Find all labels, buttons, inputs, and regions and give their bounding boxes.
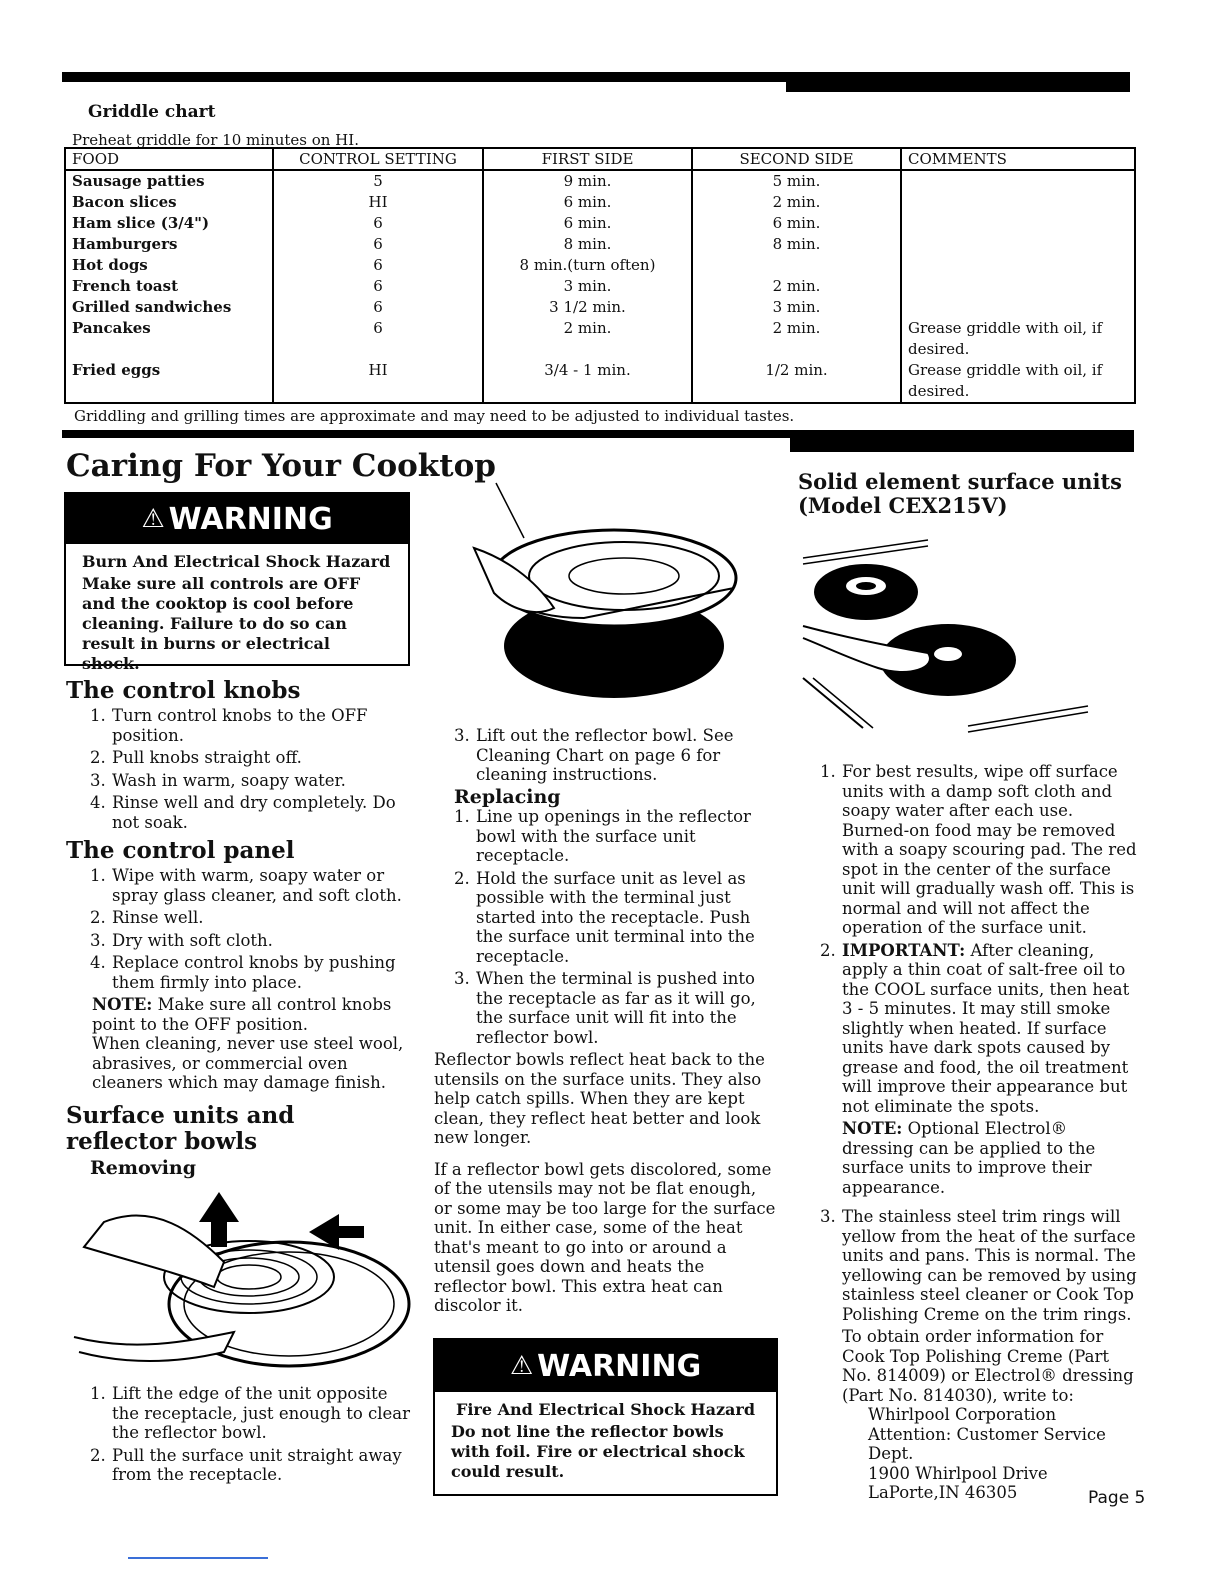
cell-food: Ham slice (3/4") xyxy=(65,213,273,234)
list-item: 2. Rinse well. xyxy=(90,908,204,927)
cell-comment xyxy=(901,192,1135,213)
list-item: 1. Lift the edge of the unit opposite the receptacle, just enough to clear the reflector bowl. xyxy=(90,1384,411,1442)
heading-control-panel: The control panel xyxy=(66,837,295,864)
col-food: FOOD xyxy=(65,148,273,170)
cell-comment xyxy=(901,213,1135,234)
cell-food: Bacon slices xyxy=(65,192,273,213)
col-first: FIRST SIDE xyxy=(483,148,692,170)
warning-box-burn xyxy=(64,492,410,673)
table-row xyxy=(65,234,1135,255)
page-title: Caring For Your Cooktop xyxy=(66,448,496,484)
panel-note: NOTE: Make sure all control knobs point to the OFF position. xyxy=(92,995,392,1034)
warning-banner xyxy=(435,1340,776,1392)
warning-triangle-icon: ⚠ xyxy=(141,504,165,534)
warning-hazard-title: Fire And Electrical Shock Hazard xyxy=(455,1400,756,1419)
solid-steps-3 xyxy=(820,1207,1140,1324)
cell-setting: 6 xyxy=(273,213,483,234)
cell-food: French toast xyxy=(65,276,273,297)
cell-first: 3 1/2 min. xyxy=(483,297,692,318)
warning-hazard-title: Burn And Electrical Shock Hazard xyxy=(82,552,391,571)
cell-first: 6 min. xyxy=(483,213,692,234)
griddle-title: Griddle chart xyxy=(88,102,216,122)
solid-note: NOTE: Optional Electrol® dressing can be applied to the surface units to improve their appearance. xyxy=(842,1119,1096,1197)
panel-caution: When cleaning, never use steel wool, abrasives, or commercial oven cleaners which may damage finish. xyxy=(92,1034,404,1092)
cell-food: Hot dogs xyxy=(65,255,273,276)
list-item: 3. Lift out the reflector bowl. See Cleaning Chart on page 6 for cleaning instructions. xyxy=(454,726,734,784)
warning-text: Make sure all controls are OFF and the cooktop is cool before cleaning. Failure to do so can result in burns or electrical shock. xyxy=(82,574,361,673)
cell-setting: 5 xyxy=(273,170,483,192)
cell-second: 8 min. xyxy=(692,234,901,255)
table-row xyxy=(65,213,1135,234)
removing-steps xyxy=(90,1384,411,1485)
cell-food: Hamburgers xyxy=(65,234,273,255)
list-item: 1. Turn control knobs to the OFF position. xyxy=(90,706,368,745)
removing-illustration xyxy=(64,1192,414,1382)
warning-label: WARNING xyxy=(168,501,333,537)
cell-food: Grilled sandwiches xyxy=(65,297,273,318)
list-item: 2. Pull knobs straight off. xyxy=(90,748,302,767)
address-line: Whirlpool Corporation xyxy=(868,1405,1057,1424)
cell-comment xyxy=(901,255,1135,276)
order-info: To obtain order information for Cook Top Polishing Creme (Part No. 814009) or Electrol® dressing (Part No. 814030), write to: xyxy=(842,1327,1134,1405)
middle-column xyxy=(434,726,779,1316)
warning-box-fire xyxy=(433,1338,778,1496)
heading-solid-element: Solid element surface units (Model CEX215V) xyxy=(798,469,1122,518)
list-item: 2. IMPORTANT: After cleaning, apply a thin coat of salt-free oil to the COOL surface units, then heat 3 - 5 minutes. It may still smoke slightly when heated. If surface units have dark spots caused by grease and food, the oil treatment will improve their appearance but not eliminate the spots. xyxy=(820,940,1130,1116)
col-control: CONTROL SETTING xyxy=(273,148,483,170)
reflector-paragraph-2: If a reflector bowl gets discolored, some of the utensils may not be flat enough, or some may be too large for the surface unit. In either case, some of the heat that's meant to go into or around a utensil goes down and heats the reflector bowl. This extra heat can discolor it. xyxy=(434,1159,776,1315)
list-item: 3. When the terminal is pushed into the receptacle as far as it will go, the surface unit will fit into the reflector bowl. xyxy=(454,969,756,1047)
removing-steps-block xyxy=(66,1384,411,1488)
cell-food: Fried eggs xyxy=(65,360,273,403)
cell-second: 1/2 min. xyxy=(692,360,901,403)
cell-comment xyxy=(901,234,1135,255)
reflector-paragraph-1: Reflector bowls reflect heat back to the utensils on the surface units. They also help catch spills. When they are kept clean, they reflect heat better and look new longer. xyxy=(434,1050,765,1147)
cell-first: 3/4 - 1 min. xyxy=(483,360,692,403)
griddle-table xyxy=(64,147,1136,404)
cell-comment: Grease griddle with oil, if desired. xyxy=(901,360,1135,403)
list-item: 1. Wipe with warm, soapy water or spray glass cleaner, and soft cloth. xyxy=(90,866,402,905)
section-rule-tab xyxy=(790,430,1134,452)
cell-comment xyxy=(901,276,1135,297)
cell-food: Sausage patties xyxy=(65,170,273,192)
cell-setting: 6 xyxy=(273,234,483,255)
cell-comment xyxy=(901,170,1135,192)
list-item: 1. Line up openings in the reflector bowl with the surface unit receptacle. xyxy=(454,807,751,865)
heading-surface-units: Surface units and reflector bowls xyxy=(66,1101,295,1155)
cell-first: 6 min. xyxy=(483,192,692,213)
address-line: 1900 Whirlpool Drive xyxy=(868,1463,1048,1483)
list-item: 3. The stainless steel trim rings will yellow from the heat of the surface units and pans. This is normal. The yellowing can be removed by using stainless steel cleaner or Cook Top Polishing Creme on the trim rings. xyxy=(820,1207,1137,1324)
cell-first: 8 min. xyxy=(483,234,692,255)
cell-setting: 6 xyxy=(273,318,483,360)
cell-second: 3 min. xyxy=(692,297,901,318)
solid-steps xyxy=(820,762,1140,1116)
cell-first: 3 min. xyxy=(483,276,692,297)
bottom-link-line xyxy=(128,1557,268,1559)
cell-first: 8 min.(turn often) xyxy=(483,255,692,276)
cell-first: 9 min. xyxy=(483,170,692,192)
lift-out-step xyxy=(454,726,779,785)
table-row xyxy=(65,318,1135,360)
list-item: 1. For best results, wipe off surface units with a damp soft cloth and soapy water after each use. Burned-on food may be removed with a soapy scouring pad. The red spot in the center of the surface unit will gradually wash off. This is normal and will not affect the operation of the surface unit. xyxy=(820,762,1137,937)
warning-triangle-icon: ⚠ xyxy=(509,1351,534,1381)
knobs-steps xyxy=(90,706,411,832)
warning-text: Do not line the reflector bowls with foil. Fire or electrical shock could result. xyxy=(451,1422,745,1481)
list-item: 2. Hold the surface unit as level as possible with the terminal just started into the receptacle. Push the surface unit terminal into the receptacle. xyxy=(454,868,755,966)
right-column xyxy=(820,762,1140,1503)
address-line: LaPorte,IN 46305 xyxy=(868,1483,1018,1502)
cell-setting: 6 xyxy=(273,255,483,276)
list-item: 3. Dry with soft cloth. xyxy=(90,930,273,950)
left-column xyxy=(66,678,411,1178)
table-row xyxy=(65,276,1135,297)
cell-setting: 6 xyxy=(273,297,483,318)
solid-element-illustration xyxy=(798,528,1098,734)
cell-second: 2 min. xyxy=(692,318,901,360)
table-row xyxy=(65,192,1135,213)
page-number: Page 5 xyxy=(1088,1488,1146,1508)
cell-first: 2 min. xyxy=(483,318,692,360)
cell-food: Pancakes xyxy=(65,318,273,360)
heading-replacing: Replacing xyxy=(454,785,561,808)
cell-second: 6 min. xyxy=(692,213,901,234)
table-row xyxy=(65,297,1135,318)
col-comments: COMMENTS xyxy=(901,148,1135,170)
list-item: 3. Wash in warm, soapy water. xyxy=(90,770,346,790)
cell-setting: HI xyxy=(273,192,483,213)
table-row xyxy=(65,170,1135,192)
table-row xyxy=(65,360,1135,403)
list-item: 2. Pull the surface unit straight away from the receptacle. xyxy=(90,1445,402,1484)
list-item: 4. Replace control knobs by pushing them firmly into place. xyxy=(90,953,396,992)
warning-banner xyxy=(66,494,408,544)
cell-second: 2 min. xyxy=(692,192,901,213)
table-row xyxy=(65,255,1135,276)
cell-comment xyxy=(901,297,1135,318)
address-line: Attention: Customer Service Dept. xyxy=(868,1424,1106,1463)
cell-setting: HI xyxy=(273,360,483,403)
griddle-preheat: Preheat griddle for 10 minutes on HI. xyxy=(72,131,359,149)
cell-second xyxy=(692,255,901,276)
warning-label: WARNING xyxy=(537,1348,702,1384)
top-rule-tab xyxy=(786,72,1130,92)
griddle-header-row xyxy=(65,148,1135,170)
list-item: 4. Rinse well and dry completely. Do not soak. xyxy=(90,793,396,832)
reflector-bowl-illustration xyxy=(454,478,764,708)
cell-second: 5 min. xyxy=(692,170,901,192)
cell-setting: 6 xyxy=(273,276,483,297)
panel-steps xyxy=(90,866,411,992)
cell-comment: Grease griddle with oil, if desired. xyxy=(901,318,1135,360)
heading-removing: Removing xyxy=(90,1156,197,1179)
griddle-footnote: Griddling and grilling times are approximate and may need to be adjusted to individual tastes. xyxy=(74,407,795,425)
col-second: SECOND SIDE xyxy=(692,148,901,170)
cell-second: 2 min. xyxy=(692,276,901,297)
heading-control-knobs: The control knobs xyxy=(66,677,301,704)
replacing-steps xyxy=(454,807,779,1047)
